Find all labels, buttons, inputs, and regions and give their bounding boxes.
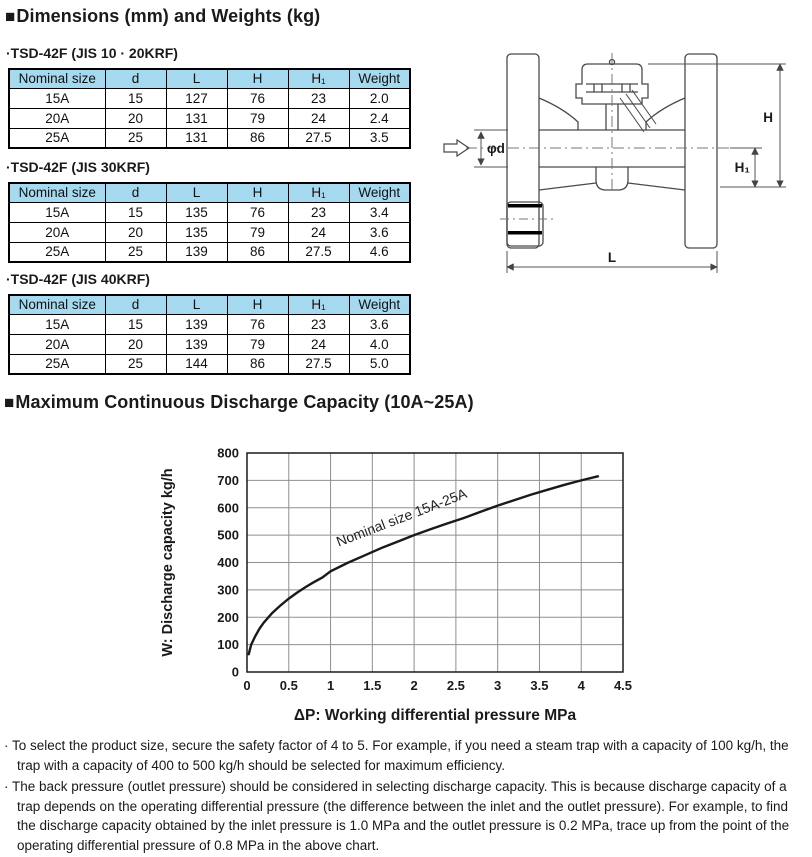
x-tick-label: 4.5 [613,678,633,693]
table-cell: 139 [166,314,227,334]
footnotes [4,736,794,857]
column-header: H [227,69,288,88]
x-tick-label: 1.5 [363,678,382,693]
dimension-table-jis40krf [8,294,411,375]
black-square-icon: ■ [5,7,16,26]
table-cell: 15 [105,88,166,108]
x-tick-label: 3.5 [530,678,549,693]
y-tick-label: 800 [217,445,239,461]
discharge-capacity-chart [150,440,670,730]
table-cell: 15A [9,88,105,108]
table-cell: 4.0 [349,334,410,354]
table-cell: 20 [105,108,166,128]
table-row [9,88,410,108]
table-cell: 5.0 [349,354,410,374]
table3-title: ·TSD-42F (JIS 40KRF) [6,271,150,287]
table-cell: 3.6 [349,314,410,334]
y-tick-label: 600 [217,500,239,516]
column-header: Weight [349,69,410,88]
column-header: H [227,183,288,202]
table-cell: 76 [227,314,288,334]
column-header: H₁ [288,295,349,314]
note-bullet: · [4,779,9,794]
table-cell: 25 [105,354,166,374]
table-cell: 2.4 [349,108,410,128]
table-cell: 79 [227,222,288,242]
column-header: d [105,183,166,202]
y-tick-label: 500 [217,527,239,543]
table-row [9,108,410,128]
table-cell: 27.5 [288,242,349,262]
flow-direction-arrow-icon [444,140,469,156]
x-tick-label: 2 [410,678,418,693]
y-tick-label: 700 [217,472,239,488]
note-back-pressure: · The back pressure (outlet pressure) should be considered in selecting discharge capacity. This is because discharge capacity of a trap depends on the operating differential pressure (the difference between the inlet and the outlet pressure). For example, to find the discharge capacity obtained by the inlet pressure is 1.0 MPa and the outlet pressure is 0.2 MPa, trace up from the point of the operating differential pressure of 0.8 MPa in the above chart. [4,779,790,853]
table-cell: 24 [288,222,349,242]
table-cell: 20 [105,334,166,354]
table-cell: 20A [9,334,105,354]
table-row [9,242,410,262]
column-header: Nominal size [9,183,105,202]
table-cell: 139 [166,334,227,354]
y-tick-label: 300 [217,582,239,598]
table-cell: 25 [105,242,166,262]
x-tick-label: 2.5 [446,678,465,693]
dim-label-H1: H₁ [734,160,750,175]
y-axis-label: W: Discharge capacity kg/h [160,468,176,657]
section2-title-text: Maximum Continuous Discharge Capacity (10A~25A) [15,392,474,412]
table2-title: ·TSD-42F (JIS 30KRF) [6,159,150,175]
x-tick-label: 4 [577,678,585,693]
table-row [9,222,410,242]
table-cell: 25 [105,128,166,148]
table-row [9,334,410,354]
y-tick-label: 200 [217,609,239,625]
y-tick-label: 0 [231,664,239,680]
table-row [9,202,410,222]
table-cell: 4.6 [349,242,410,262]
hatch-lines [620,90,656,132]
table-cell: 79 [227,334,288,354]
section-title-capacity [4,392,474,413]
column-header: L [166,69,227,88]
table-cell: 25A [9,354,105,374]
header-row [9,183,410,202]
table-cell: 27.5 [288,354,349,374]
section-title-dimensions [5,6,320,27]
x-axis-label: ΔP: Working differential pressure MPa [293,707,577,724]
table-row [9,314,410,334]
x-tick-label: 0 [243,678,251,693]
column-header: H₁ [288,69,349,88]
table-cell: 23 [288,314,349,334]
column-header: Weight [349,295,410,314]
header-row [9,69,410,88]
table-cell: 144 [166,354,227,374]
table-cell: 24 [288,108,349,128]
dimension-table-jis30krf [8,182,411,263]
column-header: Weight [349,183,410,202]
table-cell: 139 [166,242,227,262]
table-cell: 3.5 [349,128,410,148]
outlet-stub [500,202,554,246]
table-cell: 86 [227,354,288,374]
table-cell: 23 [288,88,349,108]
table1-title: ·TSD-42F (JIS 10 · 20KRF) [6,45,178,61]
column-header: H₁ [288,183,349,202]
table-cell: 76 [227,88,288,108]
table-cell: 2.0 [349,88,410,108]
table-cell: 79 [227,108,288,128]
table-cell: 15A [9,202,105,222]
dim-label-L: L [607,250,617,265]
header-row [9,295,410,314]
table-cell: 25A [9,128,105,148]
dim-label-phi-d: φd [487,141,505,156]
note-bullet: · [4,738,9,753]
table-row [9,354,410,374]
table-cell: 86 [227,242,288,262]
table-cell: 25A [9,242,105,262]
table-row [9,128,410,148]
table-cell: 135 [166,202,227,222]
table-cell: 3.6 [349,222,410,242]
black-square-icon: ■ [4,393,15,412]
curve-label: Nominal size 15A-25A [333,485,469,550]
column-header: Nominal size [9,295,105,314]
table-cell: 20A [9,108,105,128]
table-cell: 20A [9,222,105,242]
column-header: Nominal size [9,69,105,88]
right-flange [685,54,717,248]
column-header: L [166,183,227,202]
table-cell: 15A [9,314,105,334]
table-cell: 27.5 [288,128,349,148]
table-cell: 23 [288,202,349,222]
y-tick-label: 400 [217,555,239,570]
section1-title-text: Dimensions (mm) and Weights (kg) [16,6,321,26]
valve-dimension-diagram [428,40,812,302]
table-cell: 3.4 [349,202,410,222]
column-header: d [105,69,166,88]
x-tick-label: 1 [326,678,335,693]
column-header: L [166,295,227,314]
table-cell: 86 [227,128,288,148]
table-cell: 24 [288,334,349,354]
table-cell: 15 [105,314,166,334]
column-header: d [105,295,166,314]
centerlines [466,53,730,192]
table-cell: 131 [166,128,227,148]
table-cell: 76 [227,202,288,222]
column-header: H [227,295,288,314]
table-cell: 131 [166,108,227,128]
y-tick-label: 100 [217,637,239,653]
x-tick-label: 3 [494,678,502,693]
x-tick-label: 0.5 [279,678,298,693]
table-cell: 15 [105,202,166,222]
table-cell: 127 [166,88,227,108]
table-cell: 135 [166,222,227,242]
table-cell: 20 [105,222,166,242]
dimension-table-jis10-20krf [8,68,411,149]
note-safety-factor: · To select the product size, secure the safety factor of 4 to 5. For example, if you need a steam trap with a capacity of 100 kg/h, the trap with a capacity of 400 to 500 kg/h should be selected for maximum efficiency. [4,738,789,773]
dim-label-H: H [763,110,773,125]
